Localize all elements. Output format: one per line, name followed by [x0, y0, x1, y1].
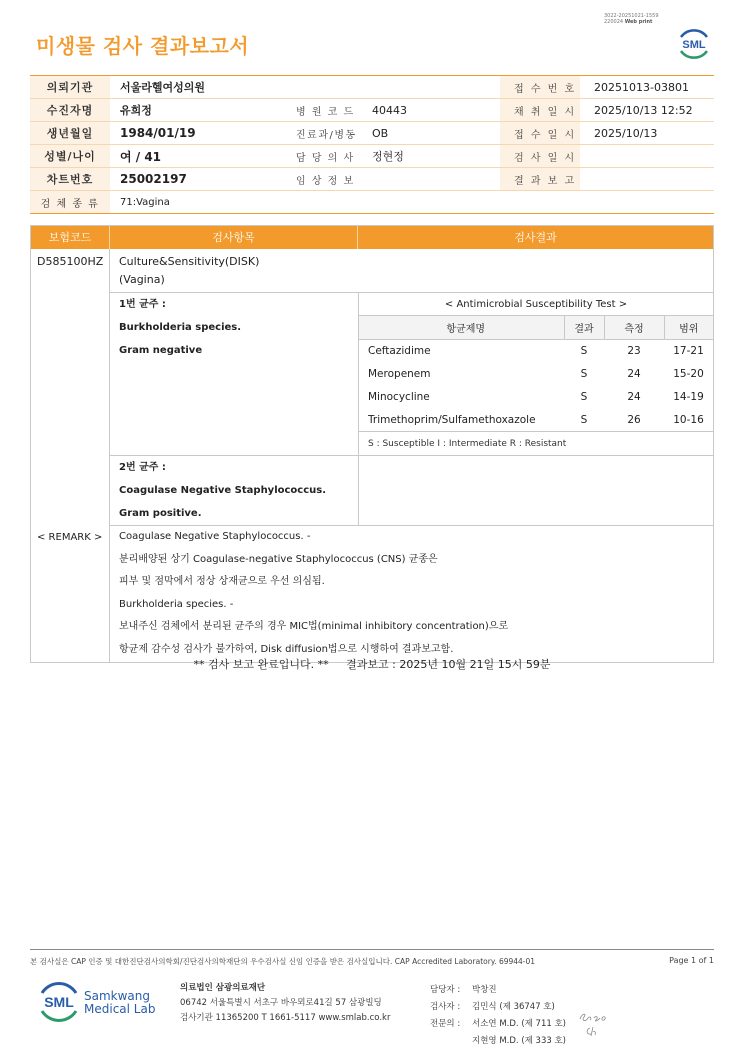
company-name-line2: Medical Lab	[84, 1002, 156, 1016]
sml-logo-icon	[676, 26, 712, 62]
result-table	[30, 225, 714, 663]
print-id-code: 220024	[604, 19, 624, 25]
ast-row	[359, 362, 713, 385]
print-id-line1: 3022-20251021-1559	[604, 13, 659, 19]
info-label: 접 수 번 호	[500, 76, 580, 99]
ast-title: < Antimicrobial Susceptibility Test >	[359, 293, 713, 316]
received-date: 2025/10/13	[580, 122, 714, 145]
report-completion: ** 검사 보고 완료입니다. ** 결과보고 : 2025년 10월 21일 15시 59분	[193, 658, 551, 671]
info-label: 차트번호	[30, 168, 110, 191]
info-label: 생년월일	[30, 122, 110, 145]
ast-result: S	[580, 367, 588, 380]
ast-measure: 23	[627, 344, 641, 357]
ast-table	[359, 316, 713, 431]
staff-role: 전문의 :	[430, 1019, 461, 1029]
info-row	[30, 122, 714, 145]
sml-logo-text: SML	[682, 39, 706, 51]
info-row	[30, 145, 714, 168]
remark-label: < REMARK >	[31, 526, 110, 662]
header-test-result: 검사결과	[514, 231, 557, 244]
ast-drug: Minocycline	[368, 390, 430, 403]
birth-date: 1984/01/19	[110, 122, 280, 145]
organism-1	[110, 293, 359, 455]
ast-row	[359, 408, 713, 431]
info-label: 담 당 의 사	[280, 145, 362, 168]
organism-2-empty	[359, 456, 713, 525]
result-report	[580, 168, 714, 191]
page-number: Page 1 of 1	[669, 956, 714, 965]
footer-divider	[30, 949, 714, 950]
info-label: 채 취 일 시	[500, 99, 580, 122]
test-name: Culture&Sensitivity(DISK)	[119, 255, 260, 268]
print-id	[604, 13, 659, 25]
test-date	[580, 145, 714, 168]
samkwang-logo-text: SML	[44, 994, 74, 1010]
remark-line: 항균제 감수성 검사가 불가하여, Disk diffusion법으로 시행하여 결과보고함.	[119, 643, 454, 655]
ast-range: 14-19	[673, 390, 704, 403]
ast-row	[359, 385, 713, 408]
hospital-code: 40443	[362, 99, 500, 122]
accession-number: 20251013-03801	[580, 76, 714, 99]
ast-header-drug: 항균제명	[359, 316, 564, 339]
organism-2-row	[110, 456, 713, 526]
ast-drug: Ceftazidime	[368, 344, 431, 357]
organism-2	[110, 456, 359, 525]
info-value	[362, 76, 500, 99]
ast-header-result: 결과	[564, 316, 604, 339]
organism-2-header: 2번 균주 :	[119, 462, 166, 473]
staff-role	[430, 1034, 470, 1049]
chart-number: 25002197	[110, 168, 280, 191]
info-row	[30, 99, 714, 122]
ast-range: 17-21	[673, 344, 704, 357]
clinical-info	[362, 168, 500, 191]
patient-info-table	[30, 75, 714, 214]
ast-panel	[359, 293, 713, 455]
info-label: 의뢰기관	[30, 76, 110, 99]
signature-1	[578, 1010, 608, 1024]
test-name-cell	[110, 249, 713, 293]
insurance-code: D585100HZ	[31, 249, 110, 526]
corporation-name: 의료법인 삼광의료재단	[180, 983, 266, 993]
corporation-info	[180, 981, 390, 1026]
remark-line: 피부 및 점막에서 정상 상재균으로 우선 의심됨.	[119, 576, 325, 588]
company-name	[84, 990, 155, 1016]
accreditation-note: 본 검사실은 CAP 인증 및 대한진단검사의학회/진단검사의학재단의 우수검사실 신임 인증을 받은 검사실입니다. CAP Accredited Laboratory. 69944-01	[30, 957, 536, 966]
ast-measure: 26	[627, 413, 641, 426]
attending-doctor: 정현정	[362, 145, 500, 168]
info-label: 접 수 일 시	[500, 122, 580, 145]
patient-name: 유희정	[110, 99, 280, 122]
result-row	[31, 249, 713, 526]
info-row	[30, 76, 714, 99]
corporation-address: 06742 서울특별시 서초구 바우뫼로41길 57 삼광빌딩	[180, 998, 382, 1008]
header-test-item: 검사항목	[110, 226, 358, 249]
info-row	[30, 168, 714, 191]
info-label: 결 과 보 고	[500, 168, 580, 191]
info-label: 수진자명	[30, 99, 110, 122]
info-row	[30, 191, 714, 214]
header-insurance-code: 보험코드	[31, 226, 110, 249]
organism-1-gram: Gram negative	[119, 345, 203, 356]
info-label: 병 원 코 드	[280, 99, 362, 122]
ast-row	[359, 339, 713, 362]
result-table-header	[31, 226, 713, 249]
print-id-label: Web print	[624, 19, 653, 25]
remark-line: 분리배양된 상기 Coagulase-negative Staphylococcus (CNS) 균종은	[119, 553, 438, 565]
report-title: 미생물 검사 결과보고서	[36, 34, 250, 58]
corporation-contact: 검사기관 11365200 T 1661-5117 www.smlab.co.kr	[180, 1013, 391, 1023]
info-label: 검 사 일 시	[500, 145, 580, 168]
requesting-institution: 서울라헬여성의원	[110, 76, 280, 99]
remark-line: Burkholderia species. -	[119, 598, 234, 610]
info-label: 성별/나이	[30, 145, 110, 168]
organism-1-row	[110, 293, 713, 456]
ast-range: 10-16	[673, 413, 704, 426]
info-label: 임 상 정 보	[280, 168, 362, 191]
staff-name: 김민식 (제 36747 호)	[472, 1002, 555, 1012]
ast-result: S	[580, 344, 588, 357]
samkwang-logo-icon	[36, 979, 82, 1025]
specimen-type: 71:Vagina	[110, 191, 714, 214]
organism-2-gram: Gram positive.	[119, 508, 202, 519]
department: OB	[362, 122, 500, 145]
organism-1-header: 1번 균주 :	[119, 299, 166, 310]
collection-datetime: 2025/10/13 12:52	[580, 99, 714, 122]
company-name-line1: Samkwang	[84, 989, 150, 1003]
staff-name: 지현영 M.D. (제 333 호)	[472, 1036, 567, 1046]
organism-1-name: Burkholderia species.	[119, 322, 242, 333]
remark-lines	[110, 526, 713, 662]
specimen-label: (Vagina)	[119, 273, 165, 286]
ast-measure: 24	[627, 367, 641, 380]
info-label	[280, 76, 362, 99]
staff-role: 검사자 :	[430, 1002, 461, 1012]
staff-role: 담당자 :	[430, 985, 461, 995]
ast-header-measure: 측정	[604, 316, 664, 339]
ast-range: 15-20	[673, 367, 704, 380]
organism-2-name: Coagulase Negative Staphylococcus.	[119, 485, 327, 496]
ast-legend: S : Susceptible I : Intermediate R : Resistant	[359, 431, 713, 455]
info-label: 진료과/병동	[280, 122, 362, 145]
ast-result: S	[580, 413, 588, 426]
ast-result: S	[580, 390, 588, 403]
remark-line: Coagulase Negative Staphylococcus. -	[119, 531, 311, 542]
remark-line: 보내주신 검체에서 분리된 균주의 경우 MIC법(minimal inhibitory concentration)으로	[119, 621, 509, 633]
ast-drug: Trimethoprim/Sulfamethoxazole	[368, 413, 536, 426]
staff-name: 박창진	[472, 985, 497, 995]
info-label: 검 체 종 류	[30, 191, 110, 214]
staff-list	[428, 981, 568, 1051]
ast-header-range: 범위	[664, 316, 713, 339]
ast-measure: 24	[627, 390, 641, 403]
signature-2	[584, 1025, 604, 1037]
sex-age: 여 / 41	[110, 145, 280, 168]
remark-section	[31, 526, 713, 662]
staff-name: 서소연 M.D. (제 711 호)	[472, 1019, 567, 1029]
ast-drug: Meropenem	[368, 367, 431, 380]
